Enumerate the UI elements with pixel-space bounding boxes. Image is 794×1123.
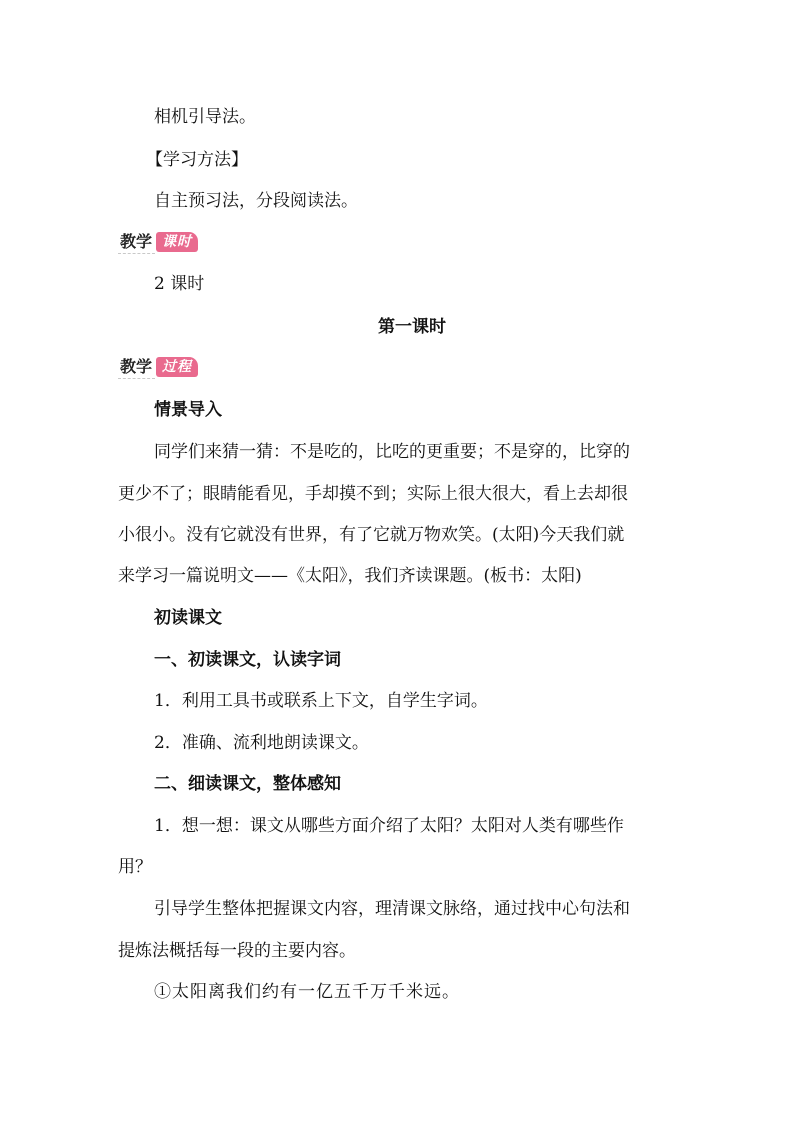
learning-method-heading: 【学习方法】	[146, 150, 248, 170]
paragraph-line: 来学习一篇说明文——《太阳》，我们齐读课题。(板书：太阳)	[118, 566, 582, 586]
paragraph-line: 1．想一想：课文从哪些方面介绍了太阳？太阳对人类有哪些作	[154, 816, 624, 836]
badge-left-label: 教学	[118, 231, 155, 254]
paragraph-line: 小很小。没有它就没有世界，有了它就万物欢笑。(太阳)今天我们就	[118, 525, 625, 545]
paragraph-line: 同学们来猜一猜：不是吃的，比吃的更重要；不是穿的，比穿的	[154, 442, 630, 462]
section-heading-first-read: 初读课文	[154, 608, 222, 628]
teaching-process-badge	[118, 355, 198, 379]
list-item: 1．利用工具书或联系上下文，自学生字词。	[154, 691, 488, 711]
numbered-fact-line: ①太阳离我们约有一亿五千万千米远。	[154, 982, 460, 1002]
first-lesson-title: 第一课时	[378, 317, 446, 337]
paragraph-line: 用？	[118, 857, 152, 877]
badge-right-label: 过程	[156, 357, 198, 377]
section-heading-intro: 情景导入	[154, 400, 222, 420]
paragraph-line: 提炼法概括每一段的主要内容。	[118, 941, 356, 961]
paragraph-line: 引导学生整体把握课文内容，理清课文脉络，通过找中心句法和	[154, 899, 630, 919]
paragraph-line: 更少不了；眼睛能看见，手却摸不到；实际上很大很大，看上去却很	[118, 484, 628, 504]
learning-method-text: 自主预习法，分段阅读法。	[154, 191, 358, 211]
subheading-two: 二、细读课文，整体感知	[154, 774, 341, 794]
badge-right-label: 课时	[156, 232, 198, 252]
method-text-line: 相机引导法。	[154, 107, 256, 127]
badge-left-label: 教学	[118, 356, 155, 379]
subheading-one: 一、初读课文，认读字词	[154, 650, 341, 670]
list-item: 2．准确、流利地朗读课文。	[154, 733, 369, 753]
class-hours-text: 2 课时	[154, 274, 205, 294]
teaching-hours-badge	[118, 230, 198, 254]
